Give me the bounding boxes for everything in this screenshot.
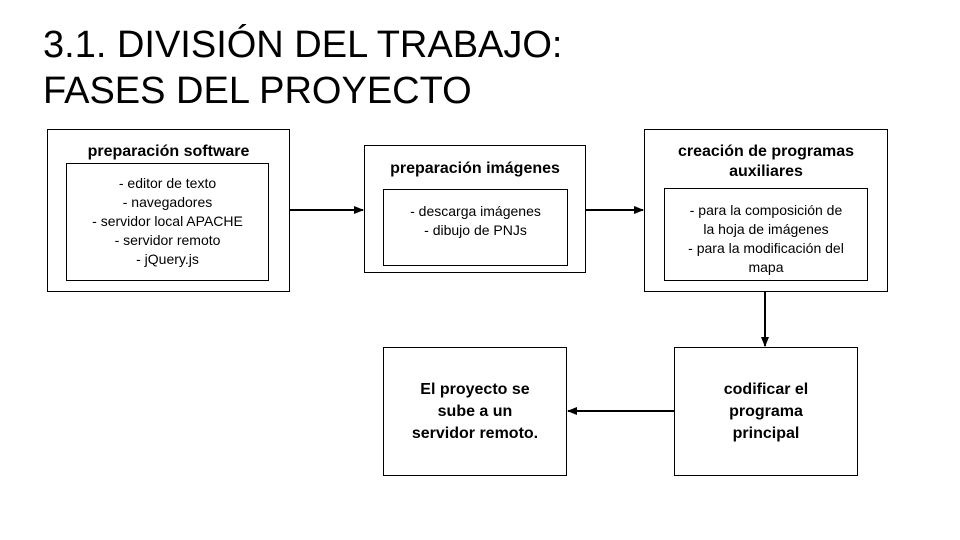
- title-line-1: 3.1. DIVISIÓN DEL TRABAJO:: [43, 24, 563, 66]
- phase-upload-line-1: El proyecto se: [420, 380, 530, 398]
- title-line-2: FASES DEL PROYECTO: [43, 70, 472, 112]
- phase-main-program-line-1: codificar el: [723, 380, 809, 398]
- list-item: mapa: [748, 259, 784, 275]
- phase-images-title: preparación imágenes: [390, 160, 560, 177]
- list-item: la hoja de imágenes: [703, 221, 829, 237]
- phase-upload-line-3: servidor remoto.: [411, 424, 539, 442]
- phase-aux-programs-title-line-2: auxiliares: [729, 163, 803, 180]
- list-item: - servidor local APACHE: [92, 213, 243, 229]
- list-item: - editor de texto: [118, 175, 217, 191]
- list-item: - jQuery.js: [136, 251, 199, 267]
- list-item: - dibujo de PNJs: [424, 222, 527, 238]
- phase-aux-programs-title-line-1: creación de programas: [677, 143, 855, 160]
- phase-main-program-line-3: principal: [732, 424, 800, 442]
- list-item: - servidor remoto: [114, 232, 221, 248]
- list-item: - para la modificación del: [688, 240, 844, 256]
- phase-software-title: preparación software: [87, 143, 250, 160]
- phase-main-program-line-2: programa: [729, 402, 803, 420]
- phase-upload-line-2: sube a un: [437, 402, 513, 420]
- list-item: - para la composición de: [689, 202, 843, 218]
- list-item: - navegadores: [122, 194, 213, 210]
- list-item: - descarga imágenes: [410, 203, 541, 219]
